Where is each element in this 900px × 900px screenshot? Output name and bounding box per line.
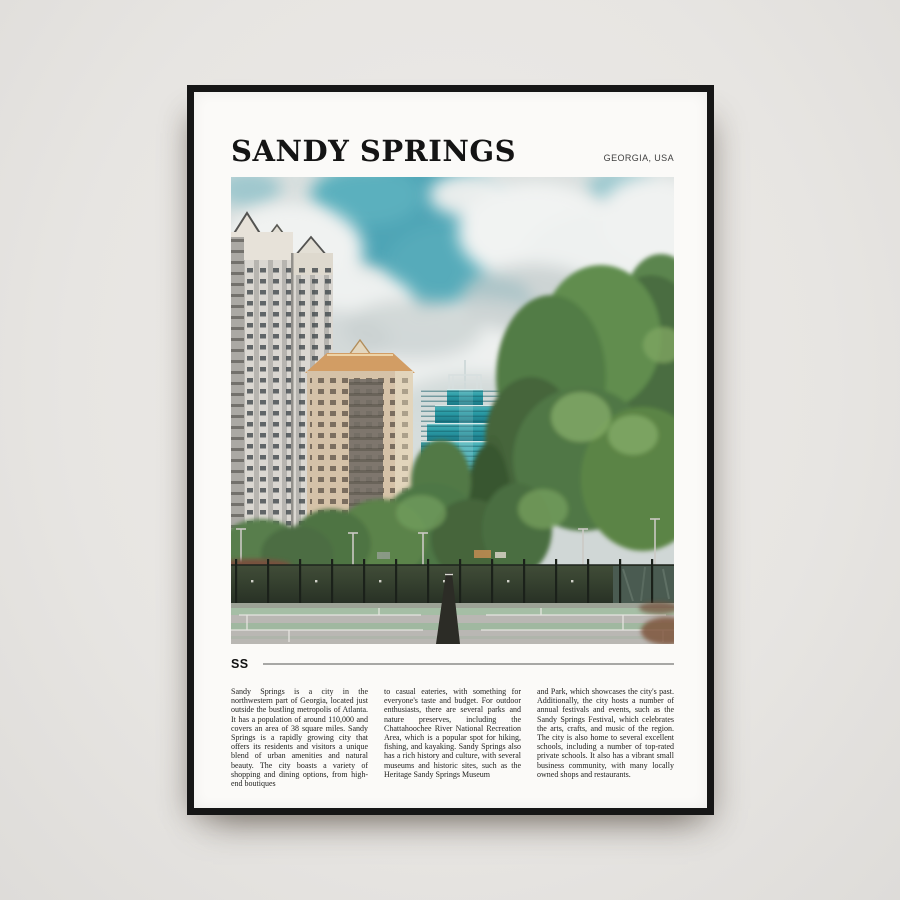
body-column-3: and Park, which showcases the city's past. Additionally, the city hosts a number of annual festivals and events, such as the Sandy Springs Festival, which celebrates the arts, crafts, and music of the region. The city is also home to several excellent schools, including a number of top-rated private schools. It also has a vibrant small business community, with many locally owned shops and restaurants. xyxy=(537,687,674,779)
poster-title: SANDY SPRINGS xyxy=(231,134,517,168)
poster-location: GEORGIA, USA xyxy=(603,153,674,163)
body-columns xyxy=(231,687,674,788)
divider-line xyxy=(263,663,674,665)
poster xyxy=(194,92,707,808)
photo-matte-overlay xyxy=(231,177,674,644)
cityscape-tennis-photo xyxy=(231,177,674,644)
body-column-1: Sandy Springs is a city in the northwestern part of Georgia, located just outside the bustling metropolis of Atlanta. It has a population of around 110,000 and covers an area of 38 square miles. Sandy Springs is a rapidly growing city that offers its residents and visitors a unique blend of urban amenities and natural beauty. The city boasts a variety of shopping and dining options, from high-end boutiques xyxy=(231,687,368,788)
poster-header xyxy=(231,92,674,177)
poster-frame xyxy=(187,85,714,815)
poster-monogram: SS xyxy=(231,657,249,671)
poster-photo xyxy=(231,177,674,644)
divider-row xyxy=(231,657,674,671)
body-column-2: to casual eateries, with something for everyone's taste and budget. For outdoor enthusiasts, there are several parks and nature preserves, including the Chattahoochee River National Recreation Area, which is a popular spot for hiking, fishing, and kayaking. Sandy Springs also has a rich history and culture, with several museums and historic sites, such as the Heritage Sandy Springs Museum xyxy=(384,687,521,779)
